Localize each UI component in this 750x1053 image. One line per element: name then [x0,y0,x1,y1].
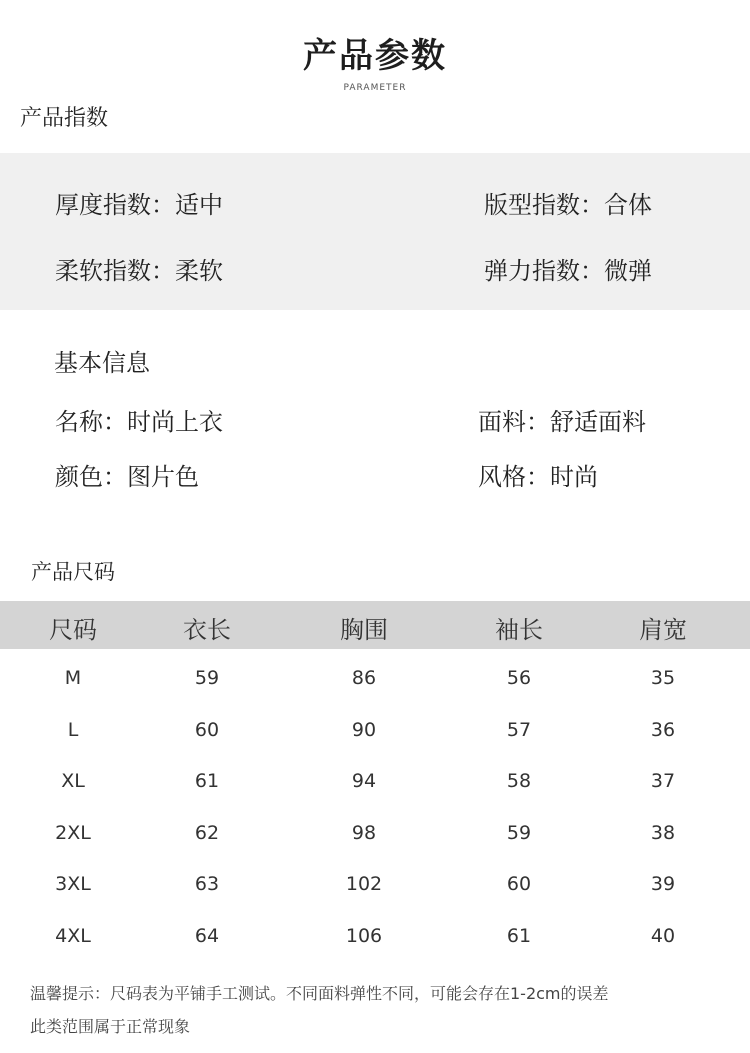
size-chart-heading: 产品尺码 [31,560,115,584]
table-cell: 94 [351,770,377,792]
table-cell: 58 [506,770,532,792]
table-cell: 61 [506,924,532,947]
table-cell: 86 [351,667,377,689]
index-item-thickness [55,185,223,220]
basic-item-label: 风格： [478,463,550,491]
index-item-value: 适中 [175,191,223,219]
column-header-chest: 胸围 [340,616,388,644]
column-header-sleeve: 袖长 [495,616,543,644]
basic-item-value: 时尚 [550,463,598,491]
table-cell: 62 [194,821,220,844]
index-item-label: 弹力指数： [484,257,604,285]
table-cell: 102 [345,873,383,895]
basic-item-style [478,457,598,492]
index-item-label: 版型指数： [484,191,604,219]
index-item-label: 厚度指数： [55,191,175,219]
column-header-length: 衣长 [183,616,231,644]
table-cell: 60 [506,873,532,895]
table-cell: 40 [650,924,676,947]
table-cell: 57 [506,718,532,741]
basic-item-label: 颜色： [55,463,127,491]
basic-item-value: 图片色 [127,463,199,491]
basic-item-fabric [478,402,646,437]
index-item-value: 微弹 [604,257,652,285]
index-item-fit [484,185,652,220]
basic-item-name [55,402,223,437]
table-cell: XL [61,770,85,792]
table-cell: 90 [351,718,377,741]
index-item-value: 柔软 [175,257,223,285]
table-cell: 36 [650,718,676,741]
index-item-value: 合体 [604,191,652,219]
column-header-shoulder: 肩宽 [639,616,687,644]
basic-item-color [55,457,199,492]
basic-item-label: 面料： [478,408,550,436]
basic-info-heading: 基本信息 [54,349,150,377]
table-cell: 64 [194,924,220,947]
basic-item-value: 舒适面料 [550,408,646,436]
table-cell: 60 [194,718,220,741]
table-cell: M [64,667,82,689]
basic-item-value: 时尚上衣 [127,408,223,436]
index-item-label: 柔软指数： [55,257,175,285]
column-header-size: 尺码 [49,616,97,644]
index-item-softness [55,251,223,286]
table-cell: 56 [506,667,532,689]
table-cell: 4XL [55,924,91,947]
table-cell: 39 [650,873,676,895]
table-cell: 61 [194,770,220,792]
product-index-panel [0,153,750,310]
table-cell: 63 [194,873,220,895]
index-item-elasticity [484,251,652,286]
page-subtitle: PARAMETER [343,83,407,93]
table-cell: 2XL [55,821,91,844]
basic-item-label: 名称： [55,408,127,436]
table-cell: 106 [345,924,383,947]
table-cell: 38 [650,821,676,844]
product-index-heading: 产品指数 [20,106,109,131]
table-cell: 3XL [55,873,91,895]
table-cell: 59 [506,821,532,844]
page-title: 产品参数 [303,36,447,76]
table-cell: L [67,718,79,741]
table-cell: 98 [351,821,377,844]
table-cell: 35 [650,667,676,689]
table-cell: 59 [194,667,220,689]
size-note-line-2: 此类范围属于正常现象 [30,1017,191,1036]
size-note-line-1: 温馨提示：尺码表为平铺手工测试。不同面料弹性不同，可能会存在1-2cm的误差 [30,984,609,1003]
table-cell: 37 [650,770,676,792]
